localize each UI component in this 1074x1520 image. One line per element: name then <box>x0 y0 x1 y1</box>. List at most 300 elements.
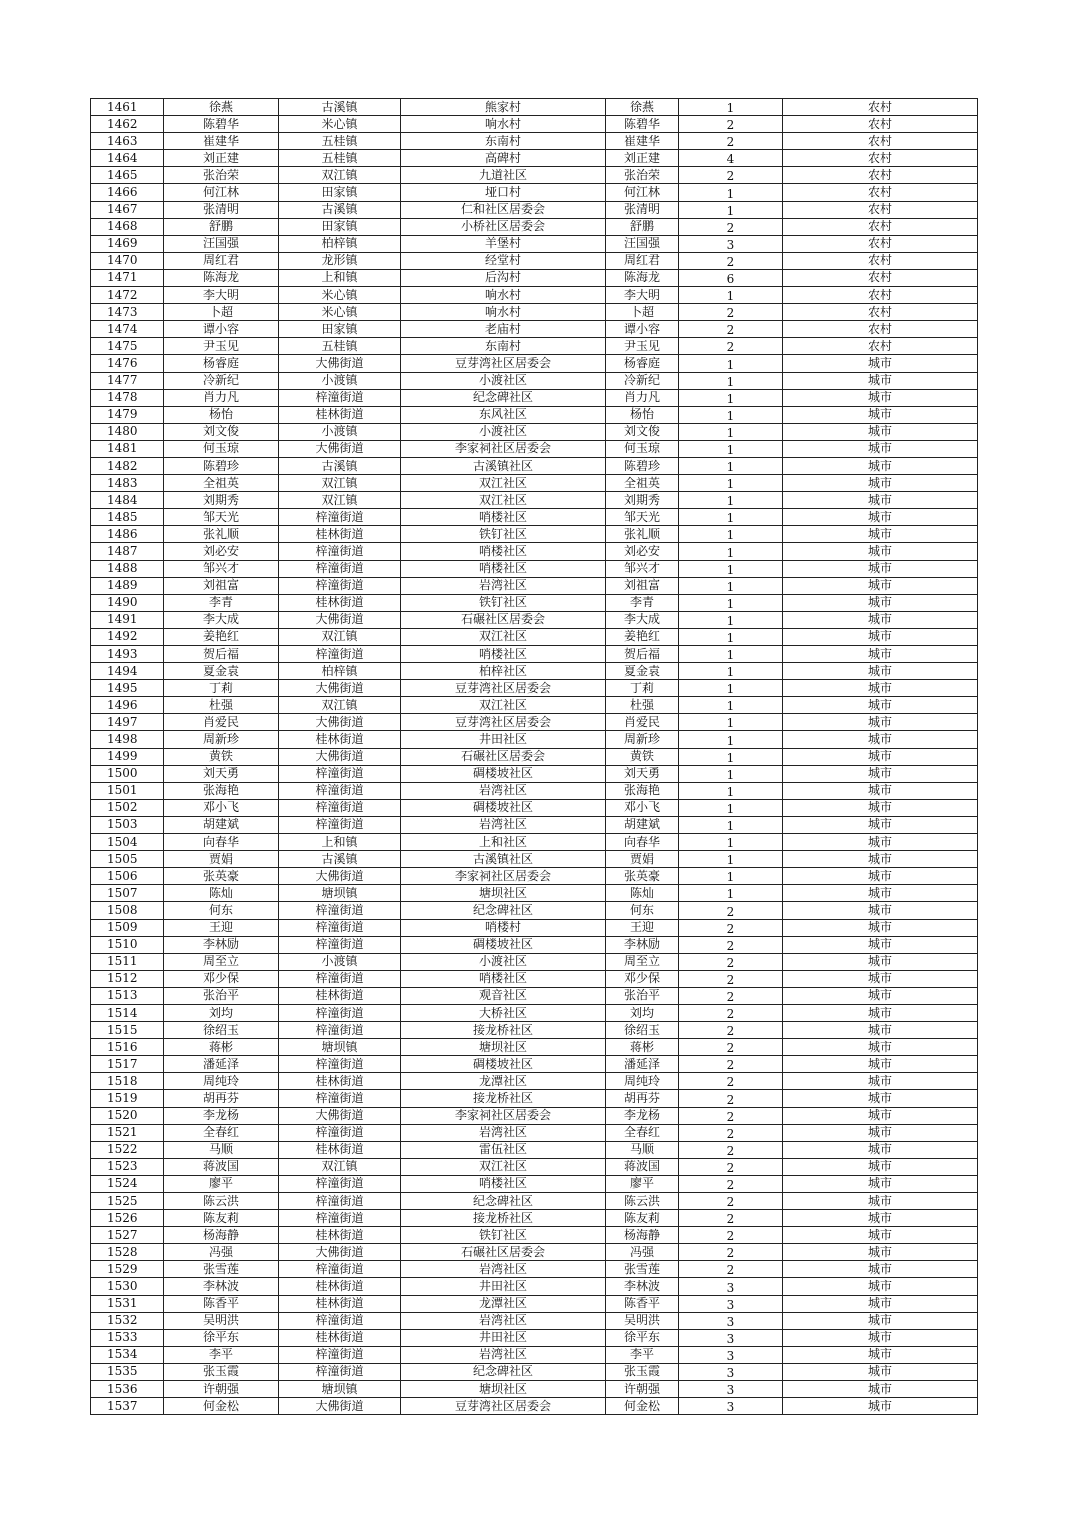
cell-applicant-name: 汪国强 <box>164 235 279 252</box>
cell-row-number: 1518 <box>91 1073 164 1090</box>
cell-row-number: 1474 <box>91 321 164 338</box>
cell-area-type: 城市 <box>783 1312 978 1329</box>
cell-household-size: 1 <box>679 851 783 868</box>
cell-household-size: 1 <box>679 440 783 457</box>
cell-applicant-name: 张治荣 <box>164 167 279 184</box>
table-row <box>91 611 978 628</box>
cell-row-number: 1525 <box>91 1193 164 1210</box>
cell-household-size: 3 <box>679 1278 783 1295</box>
cell-row-number: 1509 <box>91 919 164 936</box>
cell-township: 龙形镇 <box>279 252 401 269</box>
cell-row-number: 1481 <box>91 440 164 457</box>
cell-township: 桂林街道 <box>279 406 401 423</box>
cell-community: 纪念碑社区 <box>401 1363 606 1380</box>
cell-applicant-name: 丁莉 <box>164 680 279 697</box>
cell-township: 柏梓镇 <box>279 235 401 252</box>
cell-household-head: 杨海静 <box>606 1227 679 1244</box>
cell-community: 双江社区 <box>401 492 606 509</box>
table-row <box>91 543 978 560</box>
cell-household-size: 3 <box>679 1312 783 1329</box>
cell-township: 梓潼街道 <box>279 919 401 936</box>
cell-applicant-name: 张礼顺 <box>164 526 279 543</box>
cell-household-size: 1 <box>679 680 783 697</box>
cell-community: 豆芽湾社区居委会 <box>401 1398 606 1415</box>
cell-row-number: 1495 <box>91 680 164 697</box>
cell-applicant-name: 何东 <box>164 902 279 919</box>
cell-household-size: 2 <box>679 953 783 970</box>
cell-row-number: 1492 <box>91 628 164 645</box>
cell-applicant-name: 潘延泽 <box>164 1056 279 1073</box>
cell-row-number: 1468 <box>91 218 164 235</box>
cell-community: 哨楼社区 <box>401 646 606 663</box>
cell-community: 上和社区 <box>401 834 606 851</box>
cell-applicant-name: 向春华 <box>164 834 279 851</box>
cell-community: 井田社区 <box>401 1278 606 1295</box>
cell-applicant-name: 邓小飞 <box>164 799 279 816</box>
cell-row-number: 1501 <box>91 782 164 799</box>
cell-row-number: 1528 <box>91 1244 164 1261</box>
cell-household-head: 张清明 <box>606 201 679 218</box>
cell-township: 柏梓镇 <box>279 663 401 680</box>
cell-row-number: 1465 <box>91 167 164 184</box>
table-row <box>91 1329 978 1346</box>
table-row <box>91 577 978 594</box>
cell-area-type: 城市 <box>783 970 978 987</box>
cell-area-type: 城市 <box>783 389 978 406</box>
cell-household-head: 刘必安 <box>606 543 679 560</box>
cell-area-type: 城市 <box>783 1278 978 1295</box>
cell-household-size: 1 <box>679 543 783 560</box>
table-row <box>91 133 978 150</box>
cell-township: 双江镇 <box>279 628 401 645</box>
cell-community: 大桥社区 <box>401 1004 606 1021</box>
cell-area-type: 城市 <box>783 1175 978 1192</box>
table-row <box>91 252 978 269</box>
cell-community: 双江社区 <box>401 628 606 645</box>
cell-household-head: 刘祖富 <box>606 577 679 594</box>
table-row <box>91 1363 978 1380</box>
cell-household-size: 2 <box>679 116 783 133</box>
cell-township: 田家镇 <box>279 184 401 201</box>
cell-row-number: 1514 <box>91 1004 164 1021</box>
cell-township: 五桂镇 <box>279 133 401 150</box>
cell-household-size: 2 <box>679 1073 783 1090</box>
cell-household-size: 1 <box>679 628 783 645</box>
cell-household-head: 周至立 <box>606 953 679 970</box>
cell-township: 古溪镇 <box>279 457 401 474</box>
cell-area-type: 农村 <box>783 218 978 235</box>
cell-applicant-name: 崔建华 <box>164 133 279 150</box>
cell-household-head: 杨睿庭 <box>606 355 679 372</box>
cell-township: 梓潼街道 <box>279 1261 401 1278</box>
cell-household-size: 1 <box>679 526 783 543</box>
cell-township: 梓潼街道 <box>279 560 401 577</box>
cell-household-head: 杨怡 <box>606 406 679 423</box>
cell-household-head: 何金松 <box>606 1398 679 1415</box>
cell-community: 小渡社区 <box>401 372 606 389</box>
cell-area-type: 农村 <box>783 287 978 304</box>
cell-household-size: 1 <box>679 372 783 389</box>
cell-household-size: 1 <box>679 731 783 748</box>
table-row <box>91 509 978 526</box>
cell-household-head: 何江林 <box>606 184 679 201</box>
cell-household-head: 邹兴才 <box>606 560 679 577</box>
cell-household-head: 李大明 <box>606 287 679 304</box>
cell-area-type: 农村 <box>783 116 978 133</box>
cell-applicant-name: 冷新纪 <box>164 372 279 389</box>
cell-applicant-name: 蒋波国 <box>164 1158 279 1175</box>
table-body <box>91 99 978 1415</box>
cell-row-number: 1534 <box>91 1346 164 1363</box>
cell-township: 梓潼街道 <box>279 1363 401 1380</box>
table-row <box>91 150 978 167</box>
table-row <box>91 680 978 697</box>
cell-community: 哨楼社区 <box>401 560 606 577</box>
cell-household-size: 2 <box>679 987 783 1004</box>
cell-area-type: 城市 <box>783 543 978 560</box>
cell-community: 经堂村 <box>401 252 606 269</box>
cell-household-head: 陈灿 <box>606 885 679 902</box>
table-row <box>91 834 978 851</box>
cell-applicant-name: 杜强 <box>164 697 279 714</box>
cell-township: 大佛街道 <box>279 355 401 372</box>
cell-area-type: 城市 <box>783 560 978 577</box>
cell-area-type: 城市 <box>783 457 978 474</box>
cell-community: 碉楼坡社区 <box>401 765 606 782</box>
cell-household-head: 汪国强 <box>606 235 679 252</box>
cell-household-size: 2 <box>679 1158 783 1175</box>
cell-applicant-name: 全春红 <box>164 1124 279 1141</box>
cell-township: 大佛街道 <box>279 714 401 731</box>
cell-area-type: 城市 <box>783 936 978 953</box>
cell-applicant-name: 杨海静 <box>164 1227 279 1244</box>
cell-community: 碉楼坡社区 <box>401 936 606 953</box>
cell-area-type: 城市 <box>783 1363 978 1380</box>
table-row <box>91 646 978 663</box>
cell-household-size: 1 <box>679 577 783 594</box>
cell-applicant-name: 蒋彬 <box>164 1039 279 1056</box>
cell-row-number: 1530 <box>91 1278 164 1295</box>
cell-row-number: 1504 <box>91 834 164 851</box>
table-row <box>91 799 978 816</box>
cell-applicant-name: 张玉霞 <box>164 1363 279 1380</box>
cell-row-number: 1485 <box>91 509 164 526</box>
cell-applicant-name: 卜超 <box>164 304 279 321</box>
cell-row-number: 1512 <box>91 970 164 987</box>
cell-row-number: 1517 <box>91 1056 164 1073</box>
cell-household-head: 全春红 <box>606 1124 679 1141</box>
cell-community: 东风社区 <box>401 406 606 423</box>
cell-household-size: 1 <box>679 560 783 577</box>
cell-household-head: 刘均 <box>606 1004 679 1021</box>
cell-township: 梓潼街道 <box>279 1193 401 1210</box>
cell-community: 高碑村 <box>401 150 606 167</box>
cell-applicant-name: 徐平东 <box>164 1329 279 1346</box>
cell-community: 后沟村 <box>401 269 606 286</box>
cell-applicant-name: 何玉琼 <box>164 440 279 457</box>
cell-area-type: 城市 <box>783 731 978 748</box>
cell-community: 龙潭社区 <box>401 1073 606 1090</box>
cell-community: 哨楼村 <box>401 919 606 936</box>
cell-row-number: 1526 <box>91 1210 164 1227</box>
cell-area-type: 城市 <box>783 1107 978 1124</box>
cell-household-size: 2 <box>679 1039 783 1056</box>
cell-applicant-name: 许朝强 <box>164 1381 279 1398</box>
cell-household-head: 张礼顺 <box>606 526 679 543</box>
cell-row-number: 1500 <box>91 765 164 782</box>
cell-community: 垭口村 <box>401 184 606 201</box>
cell-township: 田家镇 <box>279 321 401 338</box>
cell-row-number: 1471 <box>91 269 164 286</box>
cell-household-size: 1 <box>679 714 783 731</box>
cell-household-head: 徐燕 <box>606 99 679 116</box>
cell-household-head: 徐绍玉 <box>606 1022 679 1039</box>
cell-row-number: 1531 <box>91 1295 164 1312</box>
table-row <box>91 919 978 936</box>
table-row <box>91 816 978 833</box>
table-row <box>91 697 978 714</box>
cell-township: 大佛街道 <box>279 680 401 697</box>
cell-household-head: 张英豪 <box>606 868 679 885</box>
cell-household-size: 1 <box>679 423 783 440</box>
cell-household-head: 谭小容 <box>606 321 679 338</box>
cell-household-head: 胡建斌 <box>606 816 679 833</box>
table-row <box>91 269 978 286</box>
cell-household-size: 1 <box>679 287 783 304</box>
table-row <box>91 1278 978 1295</box>
table-row <box>91 475 978 492</box>
table-row <box>91 628 978 645</box>
cell-applicant-name: 夏金袁 <box>164 663 279 680</box>
cell-area-type: 城市 <box>783 885 978 902</box>
cell-household-size: 2 <box>679 321 783 338</box>
cell-township: 梓潼街道 <box>279 1175 401 1192</box>
cell-area-type: 农村 <box>783 304 978 321</box>
cell-township: 小渡镇 <box>279 372 401 389</box>
table-row <box>91 423 978 440</box>
table-row <box>91 1261 978 1278</box>
cell-community: 铁钉社区 <box>401 1227 606 1244</box>
cell-row-number: 1533 <box>91 1329 164 1346</box>
cell-row-number: 1463 <box>91 133 164 150</box>
table-row <box>91 235 978 252</box>
table-row <box>91 440 978 457</box>
cell-household-size: 1 <box>679 594 783 611</box>
cell-row-number: 1483 <box>91 475 164 492</box>
cell-household-head: 徐平东 <box>606 1329 679 1346</box>
cell-township: 上和镇 <box>279 269 401 286</box>
cell-area-type: 农村 <box>783 150 978 167</box>
cell-township: 田家镇 <box>279 218 401 235</box>
cell-row-number: 1496 <box>91 697 164 714</box>
cell-row-number: 1511 <box>91 953 164 970</box>
cell-area-type: 城市 <box>783 440 978 457</box>
cell-community: 双江社区 <box>401 697 606 714</box>
cell-community: 接龙桥社区 <box>401 1022 606 1039</box>
cell-township: 五桂镇 <box>279 150 401 167</box>
cell-household-head: 陈碧珍 <box>606 457 679 474</box>
cell-applicant-name: 王迎 <box>164 919 279 936</box>
cell-row-number: 1491 <box>91 611 164 628</box>
cell-area-type: 城市 <box>783 765 978 782</box>
cell-area-type: 农村 <box>783 252 978 269</box>
cell-household-head: 何东 <box>606 902 679 919</box>
cell-township: 大佛街道 <box>279 868 401 885</box>
table-row <box>91 782 978 799</box>
cell-area-type: 城市 <box>783 372 978 389</box>
table-row <box>91 987 978 1004</box>
cell-applicant-name: 贾娟 <box>164 851 279 868</box>
cell-community: 小桥社区居委会 <box>401 218 606 235</box>
cell-row-number: 1502 <box>91 799 164 816</box>
cell-community: 铁钉社区 <box>401 594 606 611</box>
cell-applicant-name: 肖力凡 <box>164 389 279 406</box>
cell-area-type: 城市 <box>783 1073 978 1090</box>
cell-township: 大佛街道 <box>279 1398 401 1415</box>
cell-household-size: 6 <box>679 269 783 286</box>
cell-area-type: 城市 <box>783 1346 978 1363</box>
cell-community: 接龙桥社区 <box>401 1090 606 1107</box>
cell-township: 双江镇 <box>279 492 401 509</box>
cell-area-type: 城市 <box>783 1210 978 1227</box>
table-row <box>91 1004 978 1021</box>
cell-area-type: 城市 <box>783 1124 978 1141</box>
cell-township: 梓潼街道 <box>279 577 401 594</box>
table-row <box>91 321 978 338</box>
records-table <box>90 98 978 1415</box>
cell-township: 大佛街道 <box>279 748 401 765</box>
cell-row-number: 1499 <box>91 748 164 765</box>
cell-area-type: 城市 <box>783 646 978 663</box>
cell-community: 纪念碑社区 <box>401 902 606 919</box>
cell-household-head: 贾娟 <box>606 851 679 868</box>
cell-household-size: 1 <box>679 646 783 663</box>
cell-community: 岩湾社区 <box>401 1346 606 1363</box>
cell-community: 豆芽湾社区居委会 <box>401 680 606 697</box>
cell-township: 五桂镇 <box>279 338 401 355</box>
cell-township: 桂林街道 <box>279 1278 401 1295</box>
cell-area-type: 城市 <box>783 526 978 543</box>
cell-township: 双江镇 <box>279 1158 401 1175</box>
cell-household-size: 1 <box>679 406 783 423</box>
cell-area-type: 城市 <box>783 492 978 509</box>
cell-household-size: 1 <box>679 663 783 680</box>
cell-applicant-name: 邹兴才 <box>164 560 279 577</box>
cell-household-size: 4 <box>679 150 783 167</box>
cell-row-number: 1479 <box>91 406 164 423</box>
cell-row-number: 1488 <box>91 560 164 577</box>
cell-household-head: 张治荣 <box>606 167 679 184</box>
cell-area-type: 城市 <box>783 680 978 697</box>
cell-community: 塘坝社区 <box>401 885 606 902</box>
cell-community: 岩湾社区 <box>401 782 606 799</box>
cell-applicant-name: 张清明 <box>164 201 279 218</box>
cell-applicant-name: 陈香平 <box>164 1295 279 1312</box>
cell-row-number: 1524 <box>91 1175 164 1192</box>
table-row <box>91 1227 978 1244</box>
table-row <box>91 1141 978 1158</box>
cell-area-type: 农村 <box>783 201 978 218</box>
cell-applicant-name: 吴明洪 <box>164 1312 279 1329</box>
cell-area-type: 城市 <box>783 577 978 594</box>
cell-community: 石碾社区居委会 <box>401 748 606 765</box>
cell-household-head: 张玉霞 <box>606 1363 679 1380</box>
cell-community: 岩湾社区 <box>401 1124 606 1141</box>
cell-household-size: 3 <box>679 1346 783 1363</box>
cell-household-head: 陈友莉 <box>606 1210 679 1227</box>
cell-area-type: 城市 <box>783 919 978 936</box>
table-row <box>91 663 978 680</box>
cell-household-head: 王迎 <box>606 919 679 936</box>
cell-household-head: 肖力凡 <box>606 389 679 406</box>
cell-household-size: 2 <box>679 1227 783 1244</box>
table-row <box>91 1210 978 1227</box>
cell-township: 塘坝镇 <box>279 1381 401 1398</box>
cell-household-size: 3 <box>679 1398 783 1415</box>
table-row <box>91 748 978 765</box>
cell-applicant-name: 邹天光 <box>164 509 279 526</box>
cell-applicant-name: 姜艳红 <box>164 628 279 645</box>
cell-household-size: 2 <box>679 1175 783 1192</box>
cell-household-size: 1 <box>679 834 783 851</box>
table-row <box>91 1107 978 1124</box>
cell-household-head: 蒋彬 <box>606 1039 679 1056</box>
cell-community: 羊堡村 <box>401 235 606 252</box>
cell-row-number: 1536 <box>91 1381 164 1398</box>
cell-township: 梓潼街道 <box>279 816 401 833</box>
cell-area-type: 城市 <box>783 355 978 372</box>
cell-household-size: 2 <box>679 338 783 355</box>
cell-applicant-name: 李大明 <box>164 287 279 304</box>
cell-applicant-name: 张英豪 <box>164 868 279 885</box>
cell-community: 熊家村 <box>401 99 606 116</box>
cell-township: 塘坝镇 <box>279 1039 401 1056</box>
cell-household-size: 2 <box>679 1261 783 1278</box>
cell-household-size: 3 <box>679 1363 783 1380</box>
cell-township: 米心镇 <box>279 287 401 304</box>
table-row <box>91 1158 978 1175</box>
cell-township: 桂林街道 <box>279 594 401 611</box>
cell-row-number: 1493 <box>91 646 164 663</box>
cell-row-number: 1461 <box>91 99 164 116</box>
cell-community: 石碾社区居委会 <box>401 1244 606 1261</box>
cell-household-size: 3 <box>679 235 783 252</box>
cell-community: 龙潭社区 <box>401 1295 606 1312</box>
cell-area-type: 城市 <box>783 1329 978 1346</box>
cell-household-head: 邹天光 <box>606 509 679 526</box>
cell-community: 东南村 <box>401 133 606 150</box>
cell-area-type: 城市 <box>783 406 978 423</box>
cell-household-size: 2 <box>679 1004 783 1021</box>
cell-applicant-name: 陈云洪 <box>164 1193 279 1210</box>
cell-township: 梓潼街道 <box>279 509 401 526</box>
cell-area-type: 城市 <box>783 1022 978 1039</box>
cell-row-number: 1516 <box>91 1039 164 1056</box>
cell-area-type: 城市 <box>783 1398 978 1415</box>
cell-community: 李家祠社区居委会 <box>401 1107 606 1124</box>
cell-community: 塘坝社区 <box>401 1039 606 1056</box>
cell-row-number: 1513 <box>91 987 164 1004</box>
cell-applicant-name: 尹玉见 <box>164 338 279 355</box>
cell-row-number: 1478 <box>91 389 164 406</box>
cell-community: 井田社区 <box>401 1329 606 1346</box>
cell-household-size: 1 <box>679 201 783 218</box>
cell-applicant-name: 胡建斌 <box>164 816 279 833</box>
cell-township: 小渡镇 <box>279 953 401 970</box>
cell-township: 梓潼街道 <box>279 389 401 406</box>
cell-township: 上和镇 <box>279 834 401 851</box>
cell-household-head: 胡再芬 <box>606 1090 679 1107</box>
